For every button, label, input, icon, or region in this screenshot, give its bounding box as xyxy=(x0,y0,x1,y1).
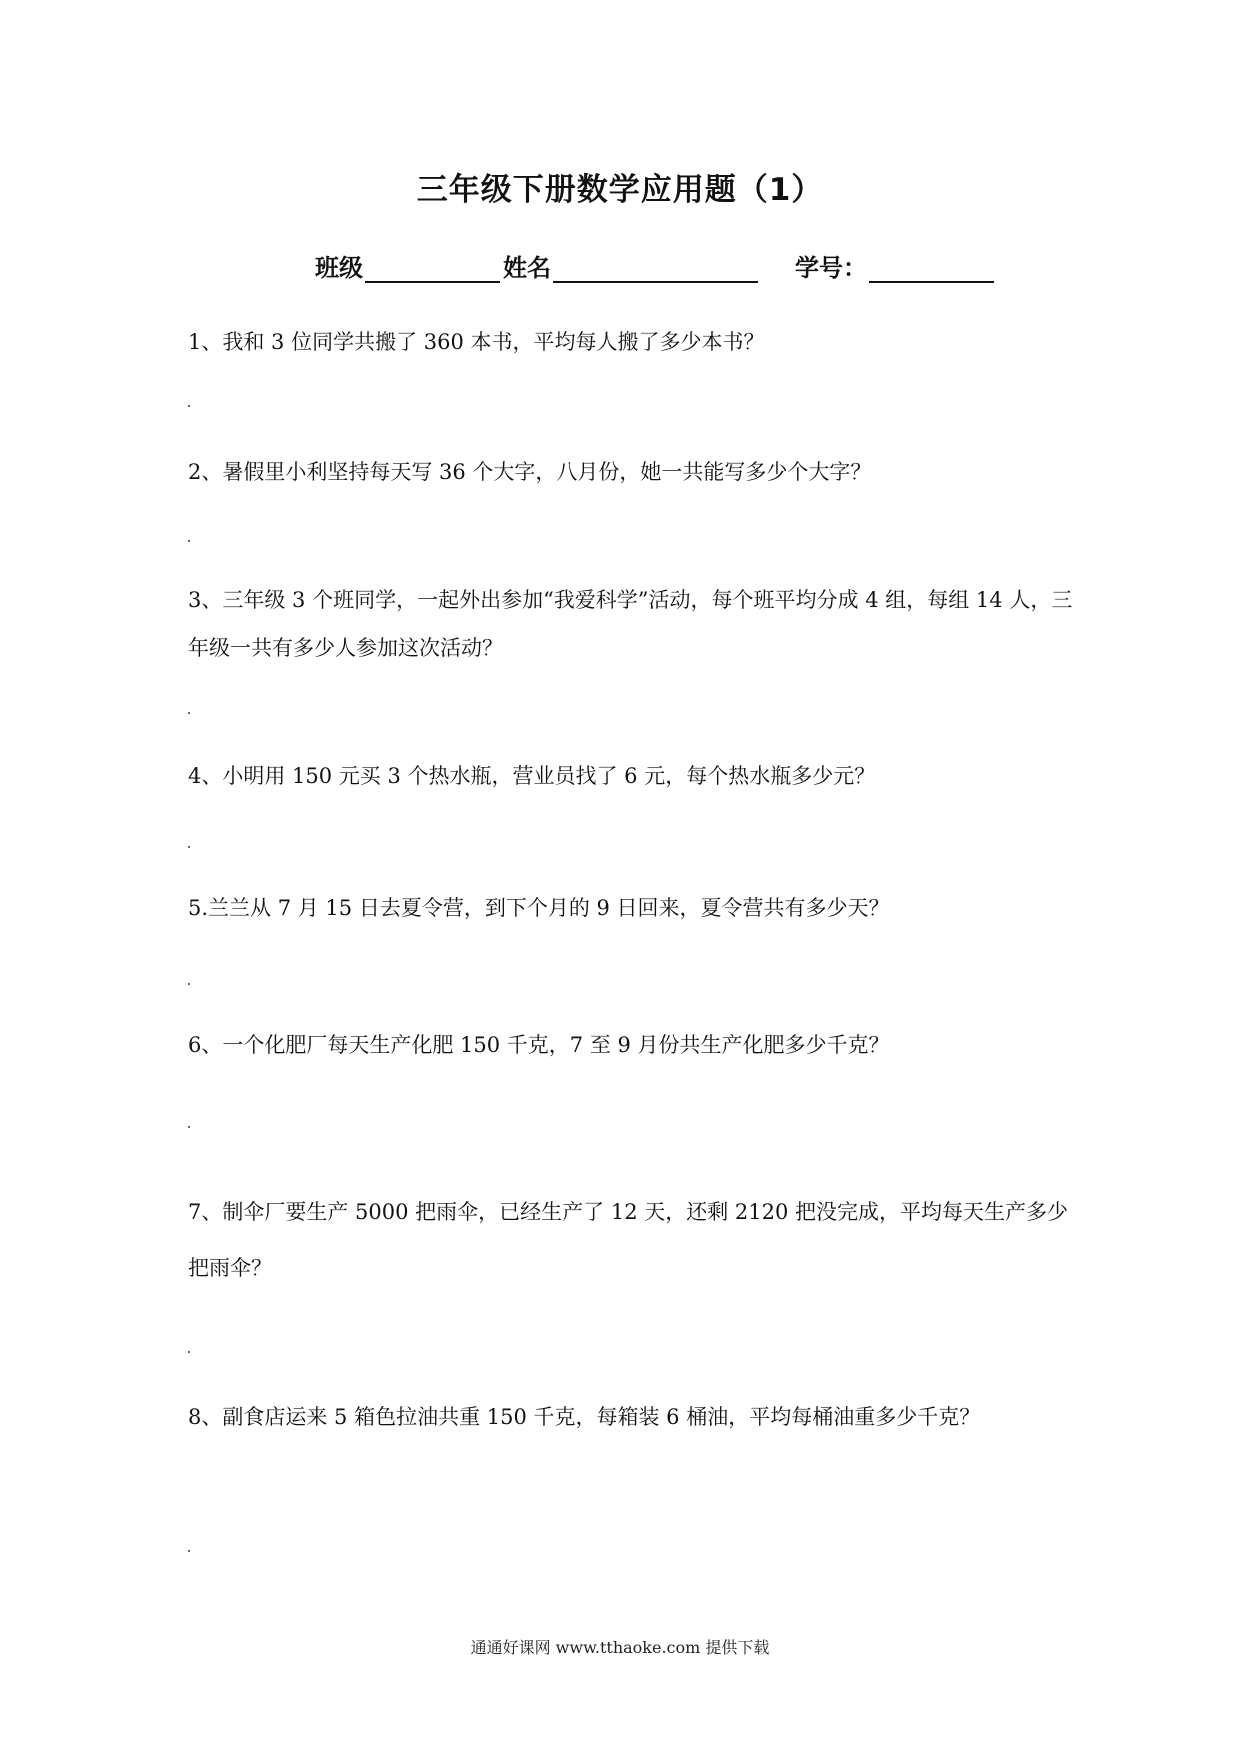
student-id-blank[interactable] xyxy=(869,255,994,283)
scan-dot xyxy=(188,983,190,985)
question-2: 2、暑假里小利坚持每天写 36 个大字，八月份，她一共能写多少个大字？ xyxy=(188,460,872,484)
class-label: 班级 xyxy=(315,254,363,282)
page-title: 三年级下册数学应用题（1） xyxy=(416,172,824,208)
scan-dot xyxy=(188,1351,190,1353)
student-info-row xyxy=(0,248,1240,288)
question-6: 6、一个化肥厂每天生产化肥 150 千克，7 至 9 月份共生产化肥多少千克？ xyxy=(188,1033,890,1057)
question-5: 5.兰兰从 7 月 15 日去夏令营，到下个月的 9 日回来，夏令营共有多少天？ xyxy=(188,896,890,920)
scan-dot xyxy=(188,846,190,848)
question-8: 8、副食店运来 5 箱色拉油共重 150 千克，每箱装 6 桶油，平均每桶油重多少千克？ xyxy=(188,1405,981,1429)
question-4: 4、小明用 150 元买 3 个热水瓶，营业员找了 6 元，每个热水瓶多少元？ xyxy=(188,764,876,788)
name-field xyxy=(503,248,758,283)
scan-dot xyxy=(188,405,190,407)
question-7: 7、制伞厂要生产 5000 把雨伞，已经生产了 12 天，还剩 2120 把没完成，平均每天生产多少把雨伞？ xyxy=(188,1200,1069,1280)
scan-dot xyxy=(188,540,190,542)
name-label: 姓名 xyxy=(503,254,551,282)
scan-dot xyxy=(188,1550,190,1552)
scan-dot xyxy=(188,712,190,714)
class-blank[interactable] xyxy=(365,255,500,283)
scan-dot xyxy=(188,1126,190,1128)
student-id-field xyxy=(795,248,994,283)
question-1: 1、我和 3 位同学共搬了 360 本书，平均每人搬了多少本书？ xyxy=(188,330,765,354)
student-id-label: 学号： xyxy=(795,254,867,282)
class-field xyxy=(315,248,500,283)
name-blank[interactable] xyxy=(553,255,758,283)
page-footer: 通通好课网 www.tthaoke.com 提供下载 xyxy=(470,1638,770,1657)
question-3: 3、三年级 3 个班同学，一起外出参加“我爱科学”活动，每个班平均分成 4 组，每组 14 人，三年级一共有多少人参加这次活动？ xyxy=(188,588,1073,660)
